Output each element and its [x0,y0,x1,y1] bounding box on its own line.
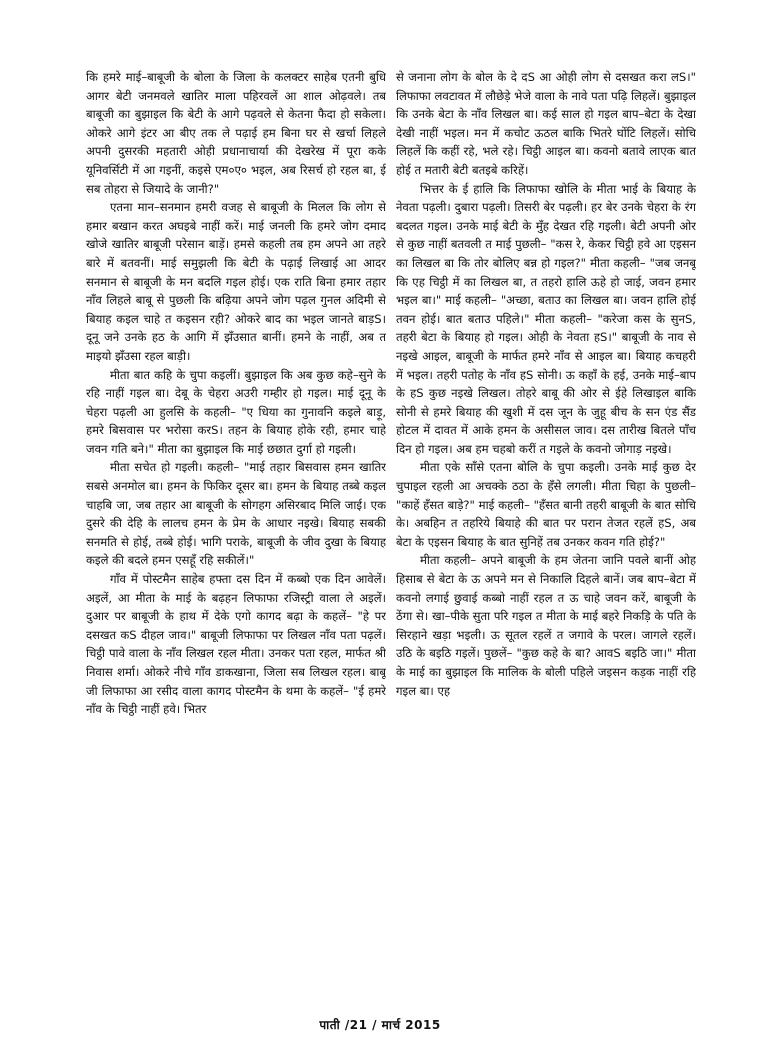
paragraph: एतना मान–सनमान हमरी वजह से बाबूजी के मिलल कि लोग से हमार बखान करत अघइबे नाहीं करें। माई जनली कि हमरे जोग दमाद खोजे खातिर बाबूजी परेसान बाड़ें। हमसे कहली तब हम अपने आ तहरे बारे में बतवनीं। माई समुझली कि बेटी के पढ़ाई लिखाई आ आदर सनमान से बाबूजी के मन बदलि गइल होई। एक राति बिना हमार तहार नाँव लिहले बाबू से पुछली कि बढ़िया अपने जोग पढ़ल गुनल अदिमी से बियाह कइल चाहे त कइसन रही? ओकरे बाद का भइल जानते बाड़S। दूनू जने उनके हठ के आगि में झँउसात बानीं। हमने के नाहीं, अब त माइयो झँउसा रहल बाड़ी। [86,200,386,363]
paragraph: मीता कहली– अपने बाबूजी के हम जेतना जानि पवले बानीं ओह हिसाब से बेटा के ऊ अपने मन से निकालि दिहले बानें। जब बाप–बेटा में कवनो लगाई छुवाई कब्बो नाहीं रहल त ऊ चाहे जवन करें, बाबूजी के ठेंगा से। खा–पीके सुता परि गइल त मीता के माई बहरे निकड़ि के पति के सिरहाने खड़ा भइली। ऊ सूतल रहलें त जगावे के परल। जागले रहलें। उठि के बइठि गइलें। पुछलें– "कुछ कहे के बा? आवS बइठि जा।" मीता के माई का बुझाइल कि मालिक के बोली पहिले जइसन कड़क नाहीं रहि गइल बा। एह [396,553,696,698]
paragraph: मीता एके साँसे एतना बोलि के चुपा कइली। उनके माई कुछ देर चुपाइल रहली आ अचक्के ठठा के हँसे लगली। मीता चिहा के पुछली– "काहें हँसत बाड़े?" माई कहली– "हँसत बानी तहरी बाबूजी के बात सोचि के। अबहिन त तहरिये बियाहे की बात पर परान तेजत रहलें हS, अब बेटा के एइसन बियाह के बात सुनिहें तब उनकर कवन गति होई?" [396,460,696,549]
paragraph: मीता सचेत हो गइली। कहली– "माई तहार बिसवास हमन खातिर सबसे अनमोल बा। हमन के फिकिर दूसर बा। हमन के बियाह तब्बे कइल चाहबि जा, जब तहार आ बाबूजी के सोगहग असिरबाद मिलि जाई। एक दुसरे की देहि के लालच हमन के प्रेम के आधार नइखे। बियाह सबकी सनमति से होई, तब्बे होई। भागि पराके, बाबूजी के जीव दुखा के बियाह कइले की बदले हमन एसहूँ रहि सकीलें।" [86,460,386,568]
paragraph: भित्तर के ई हालि कि लिफाफा खोलि के मीता भाई के बियाह के नेवता पढ़ली। दुबारा पढ़ली। तिसरी बेर पढ़ली। हर बेर उनके चेहरा के रंग बदलत गइल। उनके माई बेटी के मुँह देखत रहि गइली। बेटी अपनी ओर से कुछ नाहीं बतवली त माई पुछली– "कस रे, केकर चिट्ठी हवे आ एइसन का लिखल बा कि तोर बोलिए बन्न हो गइल?" मीता कहली– "जब जनबू कि एह चिट्ठी में का लिखल बा, त तहरो हालि ऊहे हो जाई, जवन हमार भइल बा।" माई कहली– "अच्छा, बताउ का लिखल बा। जवन हालि होई तवन होई। बात बताउ पहिले।" मीता कहली– "करेजा कस के सुनS, तहरी बेटा के बियाह हो गइल। ओही के नेवता हS।" बाबूजी के नाव से नइखे आइल, बाबूजी के मार्फत हमरे नाँव से आइल बा। बियाह कचहरी में भइल। तहरी पतोह के नाँव हS सोनी। ऊ कहाँ के हई, उनके माई–बाप के हS कुछ नइखे लिखल। तोहरे बाबू की ओर से ईहे लिखाइल बाकि सोनी से हमरे बियाह की खुशी में दस जून के जुहू बीच के सन एंड सैंड होटल में दावत में आके हमन के असीसल जाव। दस तारीख बितले पाँच दिन हो गइल। अब हम चहबो करीं त गइले के कवनो जोगाड़ नइखे। [396,181,696,456]
paragraph: मीता बात कहि के चुपा कइलीं। बुझाइल कि अब कुछ कहे–सुने के रहि नाहीं गइल बा। देबू के चेहरा अउरी गम्हीर हो गइल। माई दूनू के चेहरा पढ़ली आ हुलसि के कहली– "ए धिया का गुनावनि कइले बाड़ू, हमरे बिसवास पर भरोसा करS। तहन के बियाह होके रही, हमार चाहे जवन गति बने।" मीता का बुझाइल कि माई छछात दुर्गा हो गइली। [86,367,386,456]
paragraph: गाँव में पोस्टमैन साहेब हफ्ता दस दिन में कब्बो एक दिन आवेलें। अइलें, आ मीता के माई के बढ़हन लिफाफा रजिस्ट्री वाला ले अइलें। दुआर पर बाबूजी के हाथ में देके एगो कागद बढ़ा के कहलें– "हे पर दसखत कS दीहल जाव।" बाबूजी लिफाफा पर लिखल नाँव पता पढ़लें। चिट्ठी पावे वाला के नाँव लिखल रहल मीता। उनकर पता रहल, मार्फत श्री निवास शर्मा। ओकरे नीचे गाँव डाकखाना, जिला सब लिखल रहल। बाबू जी लिफाफा आ रसीद वाला कागद पोस्टमैन के थमा के कहलें– "ई हमरे नाँव के चिट्ठी नाहीं हवे। भितर [86,572,386,717]
right-column [396,68,696,1008]
paragraph: से जनाना लोग के बोल के दे दS आ ओही लोग से दसखत करा लS।" लिफाफा लवटावत में लौछेड़े भेजे वाला के नावे पता पढ़ि लिहलें। बुझाइल कि उनके बेटा के नाँव लिखल बा। कई साल हो गइल बाप–बेटा के देखा देखी नाहीं भइल। मन में कचोट ऊठल बाकि भितरे घोंटि लिहलें। सोचि लिहलें कि कहीं रहे, भले रहे। चिट्ठी आइल बा। कवनो बतावे लाएक बात होई त मतारी बेटी बतइबे करिहें। [396,70,696,177]
page-footer: पाती /21 / मार्च 2015 [319,1018,441,1032]
left-column [86,68,386,1008]
paragraph: कि हमरे माई–बाबूजी के बोला के जिला के कलक्टर साहेब एतनी बुधि आगर बेटी जनमवले खातिर माला पहिरवलें आ शाल ओढ़वले। तब बाबूजी का बुझाइल कि बेटी के आगे पढ़वले से केतना फैदा हो सकेला। ओकरे आगे इंटर आ बीए तक ले पढ़ाई हम बिना घर से खर्चा लिहले अपनी दुसरकी महतारी ओही प्रधानाचार्या की देखरेख में पूरा कके यूनिवर्सिटी में आ गइनीं, कइसे एम०ए० भइल, अब रिसर्च हो रहल बा, ई सब तोहरा से जियादे के जानी?" [86,70,386,196]
